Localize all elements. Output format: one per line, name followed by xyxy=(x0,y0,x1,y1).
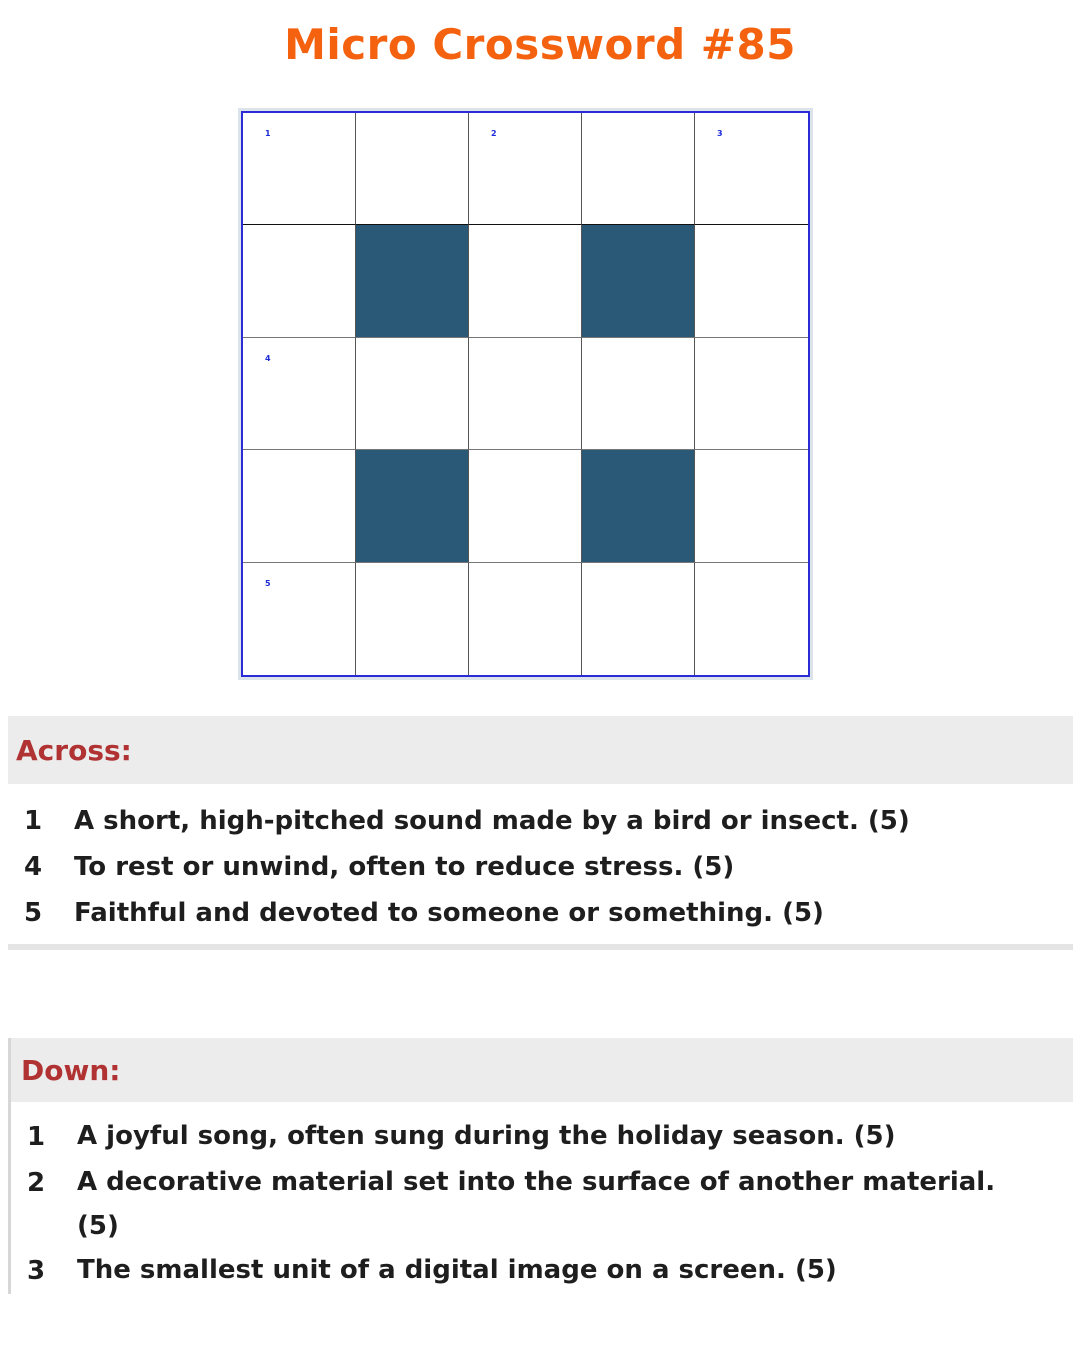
grid-cell[interactable] xyxy=(356,113,469,225)
black-cell xyxy=(356,225,469,337)
clue-text: The smallest unit of a digital image on a screen. (5) xyxy=(77,1255,837,1285)
down-clues-panel xyxy=(8,1038,1073,1294)
grid-cell[interactable] xyxy=(469,113,582,225)
grid-cell[interactable] xyxy=(356,563,469,675)
grid-cell[interactable] xyxy=(695,113,808,225)
grid-cell[interactable] xyxy=(695,450,808,562)
clue-number: 4 xyxy=(24,852,43,882)
grid-cell[interactable] xyxy=(356,338,469,450)
clue-across-5[interactable] xyxy=(8,890,1073,936)
clue-text: To rest or unwind, often to reduce stress. (5) xyxy=(74,852,735,882)
puzzle-title: Micro Crossword #85 xyxy=(284,20,796,69)
grid-cell[interactable] xyxy=(582,113,695,225)
clue-number: 3 xyxy=(27,1256,46,1286)
cell-number: 4 xyxy=(265,353,271,363)
grid-cell[interactable] xyxy=(243,450,356,562)
grid-cell[interactable] xyxy=(695,563,808,675)
across-clues-panel xyxy=(8,716,1073,950)
across-clue-list xyxy=(8,784,1073,936)
grid-cell[interactable] xyxy=(243,338,356,450)
grid-cell[interactable] xyxy=(695,338,808,450)
clue-text: A short, high-pitched sound made by a bird or insect. (5) xyxy=(74,806,910,836)
grid-cell[interactable] xyxy=(243,225,356,337)
cell-number: 3 xyxy=(717,129,723,138)
grid-cell[interactable] xyxy=(695,225,808,337)
down-clue-list xyxy=(11,1102,1073,1294)
clue-down-1[interactable] xyxy=(11,1114,1073,1160)
across-heading: Across: xyxy=(8,716,1073,784)
cell-number: 2 xyxy=(491,129,497,138)
black-cell xyxy=(582,450,695,562)
clue-across-1[interactable] xyxy=(8,798,1073,844)
grid-cell[interactable] xyxy=(469,338,582,450)
grid-cell[interactable] xyxy=(469,225,582,337)
clue-number: 1 xyxy=(27,1122,46,1152)
grid-cell[interactable] xyxy=(469,450,582,562)
clue-text: Faithful and devoted to someone or something. (5) xyxy=(74,898,824,928)
down-heading: Down: xyxy=(11,1038,1073,1102)
clue-text: A decorative material set into the surface of another material. (5) xyxy=(77,1167,996,1241)
clue-text: A joyful song, often sung during the holiday season. (5) xyxy=(77,1121,896,1151)
crossword-grid xyxy=(241,111,810,677)
black-cell xyxy=(582,225,695,337)
clue-number: 5 xyxy=(24,898,43,928)
grid-cell[interactable] xyxy=(243,563,356,675)
clue-down-3[interactable] xyxy=(11,1248,1073,1294)
clue-across-4[interactable] xyxy=(8,844,1073,890)
clue-number: 1 xyxy=(24,806,43,836)
grid-cell[interactable] xyxy=(582,338,695,450)
clue-number: 2 xyxy=(27,1168,46,1198)
grid-cell[interactable] xyxy=(243,113,356,225)
black-cell xyxy=(356,450,469,562)
crossword-grid-frame xyxy=(238,108,813,680)
clue-down-2[interactable] xyxy=(11,1160,1073,1248)
divider xyxy=(8,944,1073,950)
grid-cell[interactable] xyxy=(469,563,582,675)
cell-number: 5 xyxy=(265,578,271,588)
cell-number: 1 xyxy=(265,129,271,138)
grid-cell[interactable] xyxy=(582,563,695,675)
